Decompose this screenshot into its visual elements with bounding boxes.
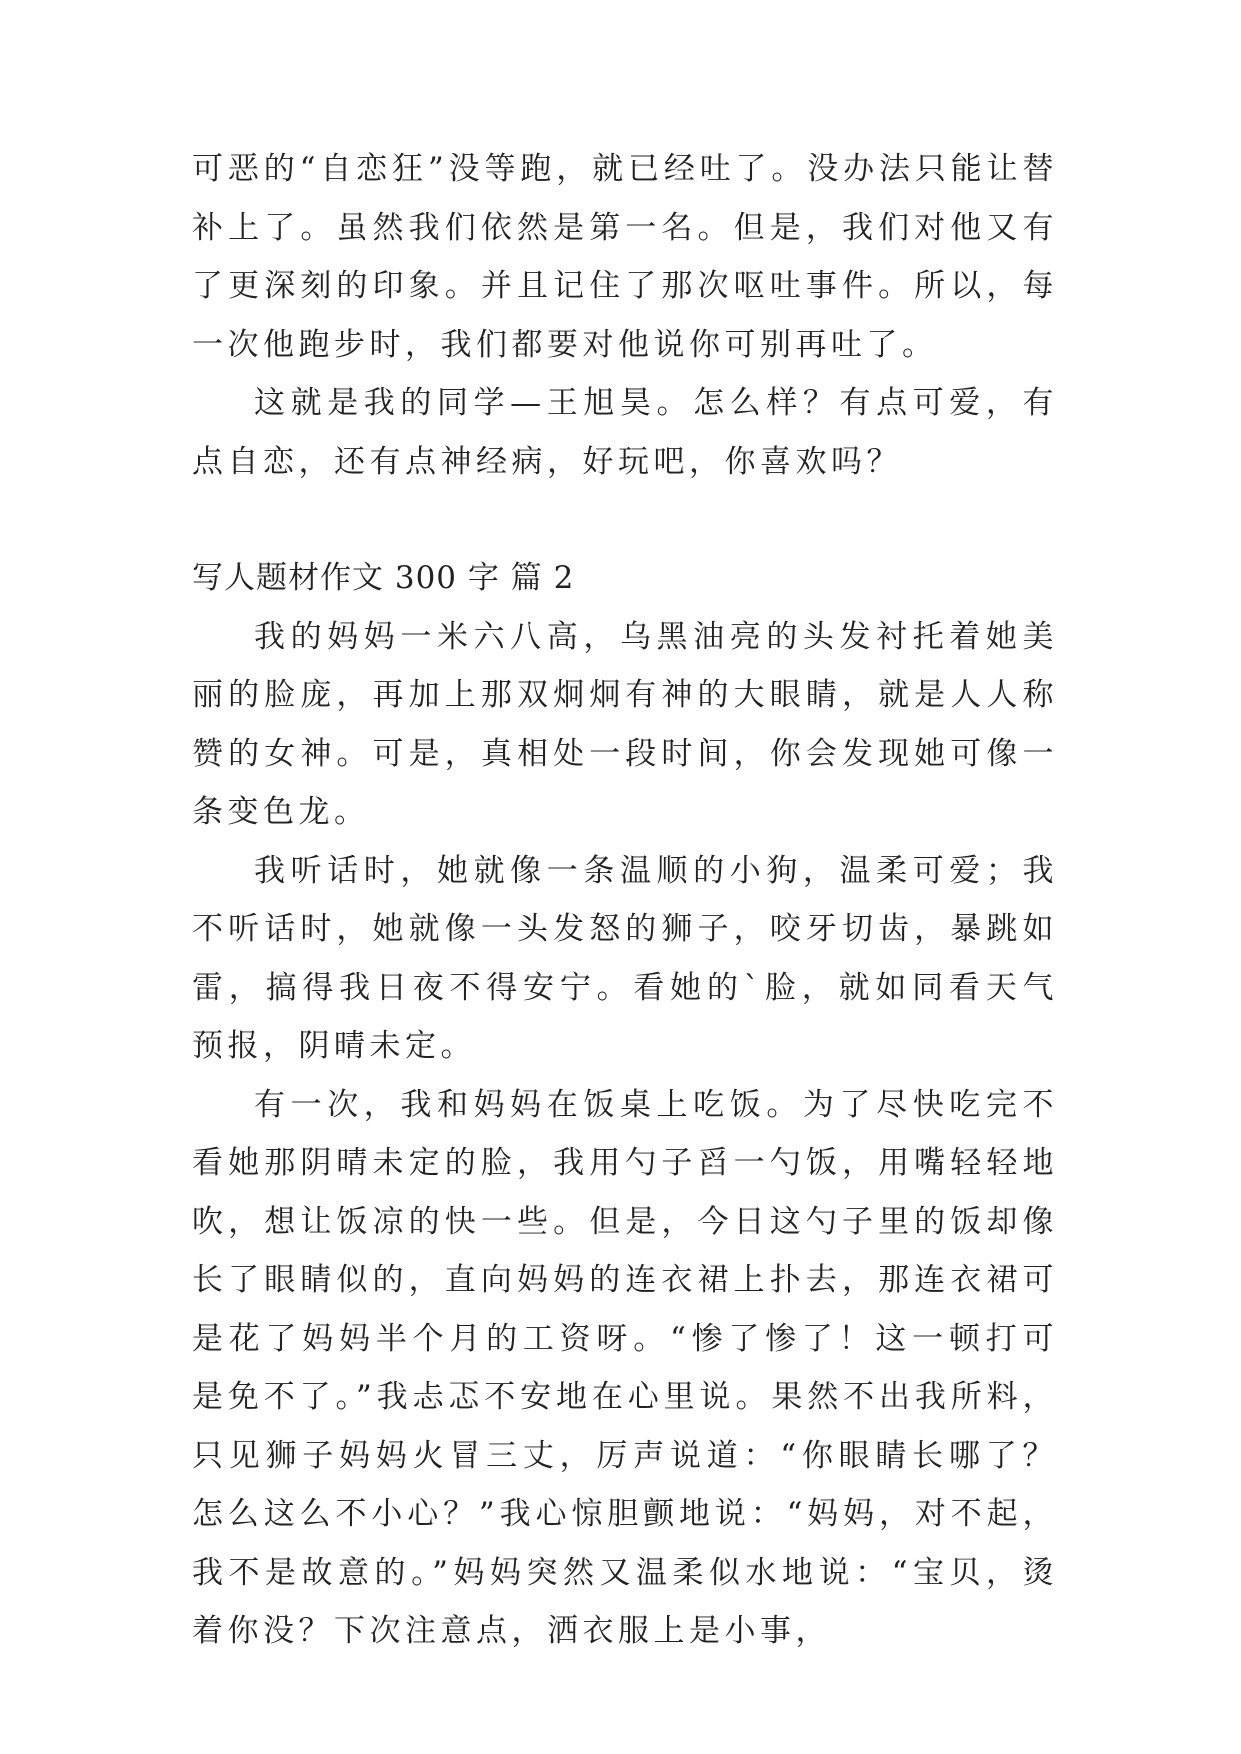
section-heading: 写人题材作文 300 字 篇 2 <box>192 560 575 596</box>
paragraph-5: 有一次，我和妈妈在饭桌上吃饭。为了尽快吃完不看她那阴晴未定的脸，我用勺子舀一勺饭，用嘴轻轻地吹，想让饭凉的快一些。但是，今日这勺子里的饭却像长了眼睛似的，直向妈妈的连衣裙上扑去，那连衣裙可是花了妈妈半个月的工资呀。“惨了惨了！这一顿打可是免不了。”我忐忑不安地在心里说。果然不出我所料，只见狮子妈妈火冒三丈，厉声说道：“你眼睛长哪了？怎么这么不小心？”我心惊胆颤地说：“妈妈，对不起，我不是故意的。”妈妈突然又温柔似水地说：“宝贝，烫着你没？下次注意点，洒衣服上是小事， <box>192 1086 1058 1649</box>
document-page <box>192 140 1058 1661</box>
paragraph-3: 我的妈妈一米六八高，乌黑油亮的头发衬托着她美丽的脸庞，再加上那双炯炯有神的大眼睛，就是人人称赞的女神。可是，真相处一段时间，你会发现她可像一条变色龙。 <box>192 618 1058 830</box>
paragraph-1: 可恶的“自恋狂”没等跑，就已经吐了。没办法只能让替补上了。虽然我们依然是第一名。但是，我们对他又有了更深刻的印象。并且记住了那次呕吐事件。所以，每一次他跑步时，我们都要对他说你可别再吐了。 <box>192 151 1058 363</box>
paragraph-4: 我听话时，她就像一条温顺的小狗，温柔可爱；我不听话时，她就像一头发怒的狮子，咬牙切齿，暴跳如雷，搞得我日夜不得安宁。看她的`脸，就如同看天气预报，阴晴未定。 <box>192 852 1058 1064</box>
paragraph-2: 这就是我的同学—王旭昊。怎么样？有点可爱，有点自恋，还有点神经病，好玩吧，你喜欢吗？ <box>192 385 1058 480</box>
